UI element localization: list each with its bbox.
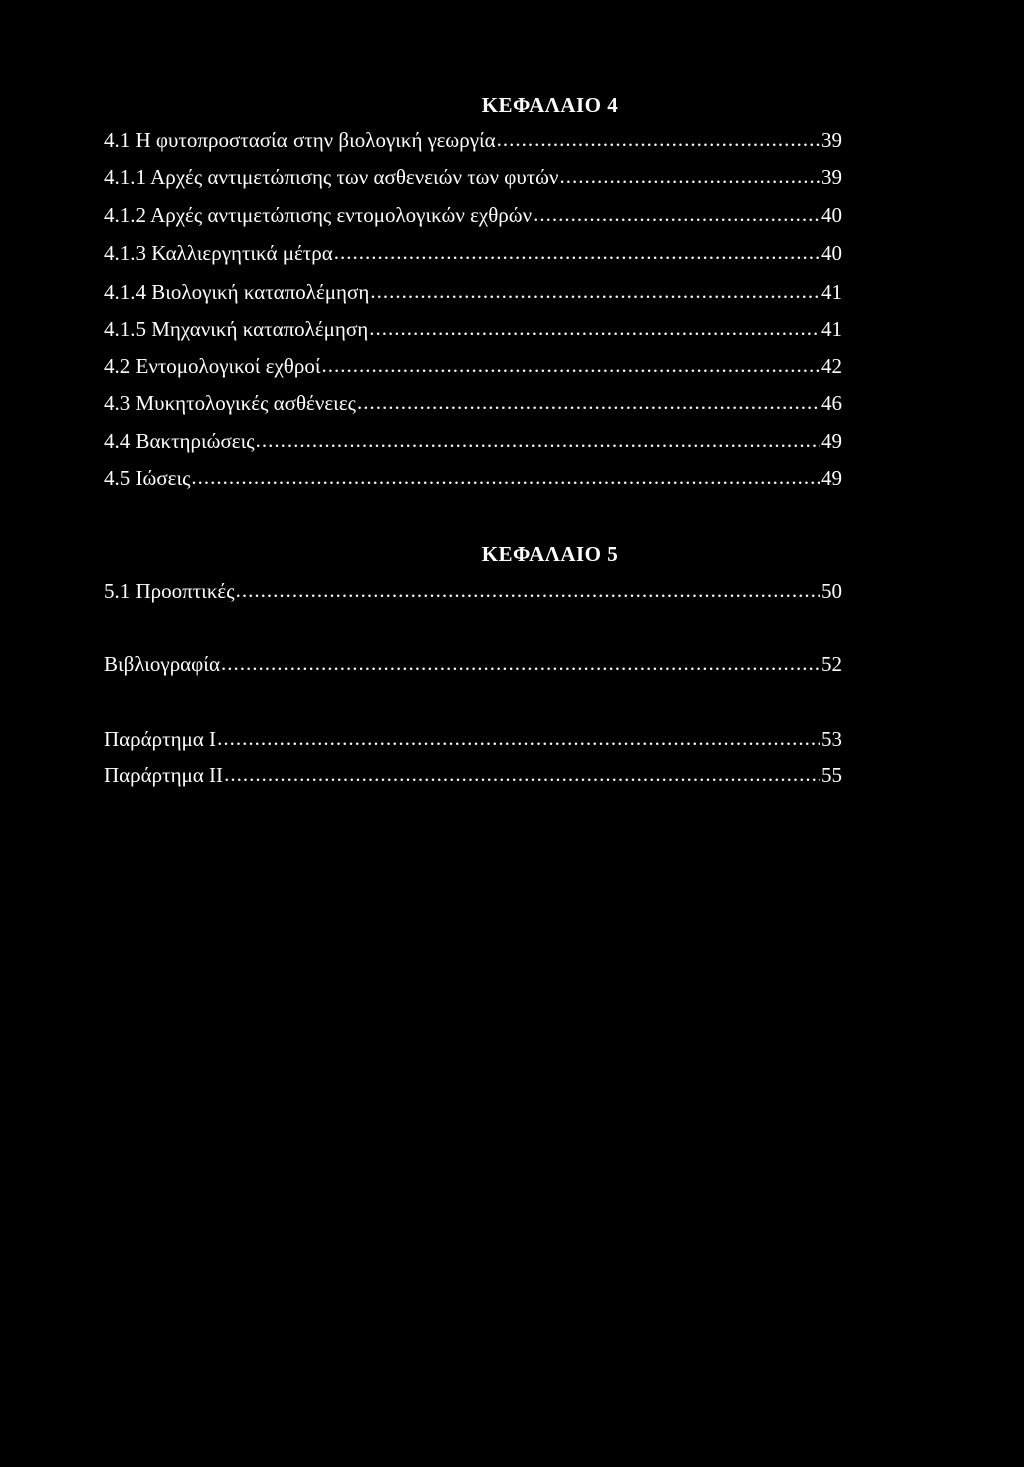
toc-entry-page: 55	[821, 763, 842, 787]
toc-entry-page: 49	[821, 466, 842, 490]
dot-leader	[191, 464, 820, 490]
toc-entry-page: 41	[821, 280, 842, 304]
toc-entry-page: 52	[821, 652, 842, 676]
toc-entry	[104, 428, 842, 454]
toc-entry-page: 42	[821, 354, 842, 378]
dot-leader	[369, 315, 820, 341]
toc-entry-page: 39	[821, 128, 842, 152]
chapter-5-heading: ΚΕΦΑΛΑΙΟ 5	[481, 542, 619, 566]
toc-entry-title: 4.2 Εντομολογικοί εχθροί	[104, 354, 321, 378]
toc-entry	[104, 279, 842, 305]
toc-entry-title: 4.1.1 Αρχές αντιμετώπισης των ασθενειών των φυτών	[104, 165, 559, 189]
toc-entry	[104, 316, 842, 342]
dot-leader	[334, 239, 820, 265]
toc-entry-page: 39	[821, 165, 842, 189]
chapter-4-heading: ΚΕΦΑΛΑΙΟ 4	[481, 93, 619, 117]
toc-entry-title: 4.1.2 Αρχές αντιμετώπισης εντομολογικών εχθρών	[104, 203, 533, 227]
toc-entry-page: 50	[821, 579, 842, 603]
dot-leader	[357, 389, 820, 415]
dot-leader	[256, 427, 820, 453]
toc-entry-appendix-2	[104, 762, 842, 788]
toc-entry-title: 4.1.5 Μηχανική καταπολέμηση	[104, 317, 369, 341]
toc-entry-title: Παράρτημα ΙΙ	[104, 763, 224, 787]
toc-entry	[104, 353, 842, 379]
toc-entry-bibliography	[104, 651, 842, 677]
toc-entry	[104, 127, 842, 153]
toc-entry-page: 41	[821, 317, 842, 341]
toc-entry-title: 4.1.3 Καλλιεργητικά μέτρα	[104, 241, 333, 265]
toc-entry-title: 4.3 Μυκητολογικές ασθένειες	[104, 391, 356, 415]
toc-entry-title: 4.5 Ιώσεις	[104, 466, 191, 490]
toc-entry-title: 4.1.4 Βιολογική καταπολέμηση	[104, 280, 370, 304]
dot-leader	[224, 761, 820, 787]
dot-leader	[236, 577, 820, 603]
toc-entry-page: 53	[821, 727, 842, 751]
toc-entry-title: 4.4 Βακτηριώσεις	[104, 429, 255, 453]
toc-entry-appendix-1	[104, 726, 842, 752]
toc-entry	[104, 202, 842, 228]
dot-leader	[560, 163, 820, 189]
toc-entry	[104, 164, 842, 190]
toc-entry-page: 49	[821, 429, 842, 453]
dot-leader	[221, 650, 820, 676]
toc-entry	[104, 465, 842, 491]
toc-entry	[104, 578, 842, 604]
toc-entry-page: 40	[821, 203, 842, 227]
toc-entry-title: Βιβλιογραφία	[104, 652, 220, 676]
dot-leader	[217, 725, 820, 751]
toc-entry-title: 5.1 Προοπτικές	[104, 579, 235, 603]
dot-leader	[533, 201, 820, 227]
dot-leader	[370, 278, 820, 304]
toc-entry-page: 46	[821, 391, 842, 415]
toc-entry-title: Παράρτημα Ι	[104, 727, 217, 751]
toc-entry	[104, 240, 842, 266]
toc-entry-title: 4.1 Η φυτοπροστασία στην βιολογική γεωργία	[104, 128, 496, 152]
dot-leader	[497, 126, 820, 152]
toc-entry-page: 40	[821, 241, 842, 265]
toc-entry	[104, 390, 842, 416]
dot-leader	[321, 352, 820, 378]
